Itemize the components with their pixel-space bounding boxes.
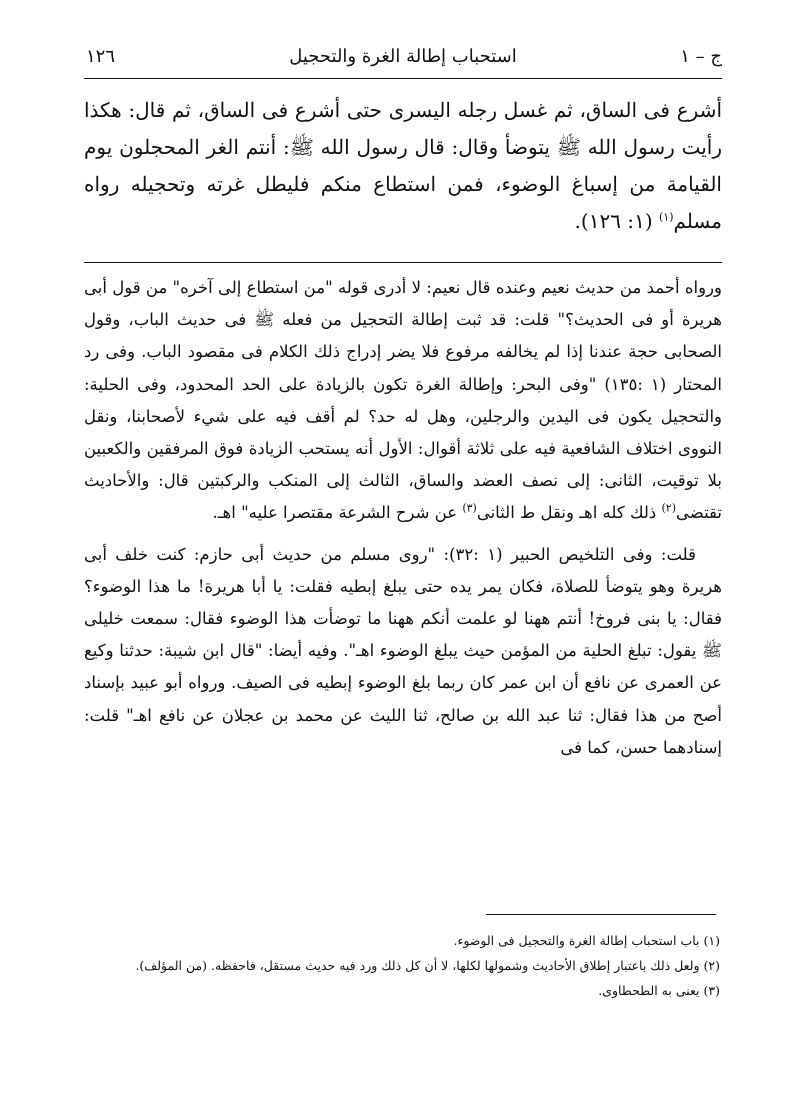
running-title: استحباب إطالة الغرة والتحجيل — [289, 46, 517, 67]
hadith-text — [84, 92, 722, 240]
footnotes — [86, 928, 720, 1003]
hadith-citation: (١: ١٢٦). — [574, 209, 653, 233]
footnote-ref-3: (٣) — [462, 501, 477, 515]
footnote-ref-2: (٢) — [661, 501, 677, 515]
commentary-text: عن شرح الشرعة مقتصرا عليه" اهـ. — [212, 503, 463, 523]
page-number: ١٢٦ — [86, 46, 116, 67]
footnote-rule — [486, 914, 716, 915]
footnote-2: (٢) ولعل ذلك باعتبار إطلاق الأحاديث وشمولها لكلها، لا أن كل ذلك ورد فيه حديث مستقل، فاحفظه. (من المؤلف). — [135, 958, 720, 973]
footnote-1: (١) باب استحباب إطالة الغرة والتحجيل فى الوضوء. — [453, 933, 720, 948]
commentary-paragraph-2: قلت: وفى التلخيص الحبير (١ :٣٢): "روى مسلم من حديث أبى حازم: كنت خلف أبى هريرة وهو يتوضأ للصلاة، فكان يمر يده حتى يبلغ إبطيه فقلت: يا أبا هريرة! ما هذا الوضوء؟ فقال: يا بنى فروخ! أنتم ههنا لو علمت أنكم ههنا ما توضأت هذا الوضوء فقال: سمعت خليلى ﷺ يقول: تبلغ الحلية من المؤمن حيث يبلغ الوضوء اهـ". وفيه أيضا: "قال ابن شيبة: حدثنا وكيع عن العمرى عن نافع أن ابن عمر كان ربما بلغ الوضوء إبطيه فى الصيف. ورواه أبو عبيد بإسناد أصح من هذا فقال: ثنا عبد الله بن صالح، ثنا الليث عن محمد بن عجلان عن نافع اهـ" قلت: إسنادهما حسن، كما فى — [84, 544, 722, 757]
footnote-3: (٣) يعنى به الطحطاوى. — [598, 983, 720, 998]
page-header — [84, 40, 722, 74]
header-rule — [84, 78, 722, 79]
commentary-paragraph-1 — [84, 272, 722, 530]
hadith-body: أشرع فى الساق، ثم غسل رجله اليسرى حتى أشرع فى الساق، ثم قال: هكذا رأيت رسول الله ﷺ يتوضأ وقال: قال رسول الله ﷺ: أنتم الغر المحجلون يوم القيامة من إسباغ الوضوء، فمن استطاع منكم فليطل غرته وتحجيله رواه مسلم — [84, 98, 722, 233]
section-divider — [84, 262, 722, 263]
volume-label: ج – ١ — [680, 46, 722, 67]
footnote-ref-1: (١) — [658, 210, 674, 224]
hadith-paragraph — [84, 92, 722, 240]
commentary-section — [84, 272, 722, 764]
commentary-text: ورواه أحمد من حديث نعيم وعنده قال نعيم: لا أدرى قوله "من استطاع إلى آخره" من قول أبى هريرة أو فى الحديث؟" قلت: قد ثبت إطالة التحجيل من فعله ﷺ فى حديث الباب، وقول الصحابى حجة عندنا إذا لم يخالفه مرفوع فلا يضر إدراج ذلك الكلام فى مقصود الباب. وفى رد المحتار (١ :١٣٥) "وفى البحر: وإطالة الغرة تكون بالزيادة على الحد المحدود، وفى الحلية: والتحجيل يكون فى اليدين والرجلين، وهل له حد؟ لم أقف فيه على شيء لأصحابنا، ونقل النووى اختلاف الشافعية فيه على ثلاثة أقوال: الأول أنه يستحب الزيادة فوق المرفقين والكعبين بلا توقيت، الثانى: إلى نصف العضد والساق، الثالث إلى المنكب والركبتين قال: والأحاديث تقتضى — [84, 278, 722, 523]
commentary-text: ذلك كله اهـ ونقل ط الثانى — [476, 503, 662, 523]
